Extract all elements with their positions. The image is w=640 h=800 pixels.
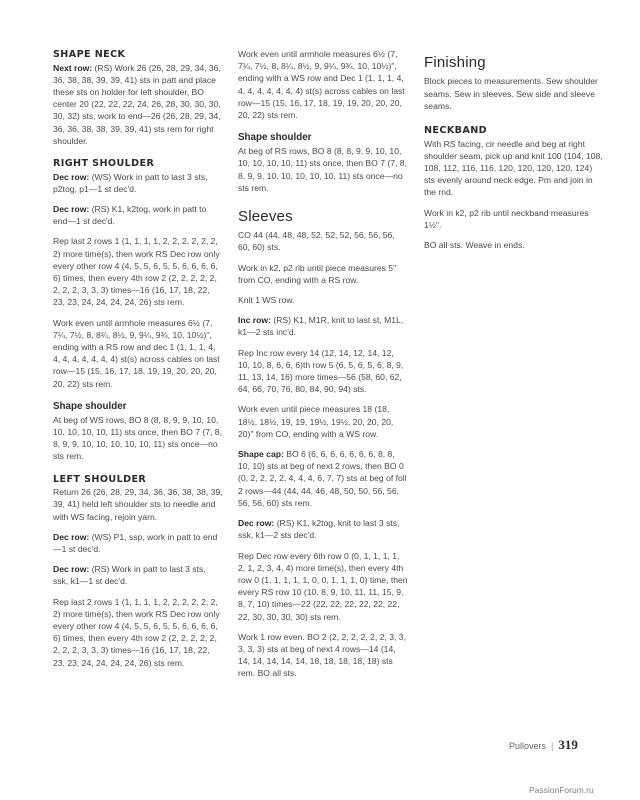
dec-row-text: (RS) K1, k2tog, work in patt to end—1 st dec'd. [53, 204, 207, 227]
column-1 [53, 48, 223, 669]
left-return-paragraph: Return 26 (26, 28, 29, 34, 36, 36, 38, 38, 39, 39, 41) held left shoulder sts to needle and with WS facing, rejoin yarn. [53, 487, 223, 522]
footer-section-name: Pullovers [509, 741, 547, 751]
shape-shoulder-paragraph: At beg of WS rows, BO 8 (8, 8, 9, 9, 10, 10, 10, 10, 10, 10, 11) sts once, then BO 7 (7, 8, 8, 9, 9, 10, 10, 10, 10, 10, 11) sts once—no sts rem. [53, 414, 222, 462]
dec-row-text: (RS) Work in patt to last 3 sts, ssk, k1—1 st dec'd. [53, 564, 206, 587]
co-paragraph: CO 44 (44, 48, 48, 52, 52, 52, 56, 56, 56, 60, 60) sts. [238, 230, 395, 253]
right-dec-rs-paragraph [53, 203, 223, 227]
right-dec-ws-paragraph [53, 171, 223, 195]
left-dec-rs-paragraph [53, 563, 223, 587]
neckband-paragraph-2: Work in k2, p2 rib until neckband measures 1½". [424, 207, 589, 230]
shape-shoulder-paragraph: At beg of RS rows, BO 8 (8, 8, 9, 9, 10, 10, 10, 10, 10, 10, 11) sts once, then BO 7 (7, 8, 8, 9, 9, 10, 10, 10, 10, 10, 11) sts once—no sts rem. [238, 146, 407, 193]
knit-paragraph: Knit 1 WS row. [238, 295, 295, 306]
left-dec-ws-paragraph [53, 531, 223, 555]
neckband-paragraph-1: With RS facing, cir needle and beg at right shoulder seam, pick up and knit 100 (104, 108, 108, 112, 116, 116, 120, 120, 120, 120, 124) sts evenly around neck edge. Pm and join in the rnd. [424, 138, 603, 198]
sleeve-dec-paragraph [238, 517, 408, 541]
dec-row-label: Dec row: [53, 564, 90, 575]
heading-sleeves: Sleeves [238, 207, 293, 225]
dec-row-text: (WS) P1, ssp, work in patt to end—1 st dec'd. [53, 531, 218, 555]
dec-row-label: Dec row: [53, 171, 90, 182]
dec-row-text: (WS) Work in patt to last 3 sts, p2tog, p1—1 st dec'd. [53, 171, 208, 194]
heading-shape-shoulder: Shape shoulder [238, 132, 312, 144]
heading-shape-neck: SHAPE NECK [53, 49, 126, 60]
work-even-paragraph: Work even until armhole measures 6½ (7, 7¼, 7½, 8, 8¼, 8½, 9, 9¼, 9¾, 10, 10½)", ending with a WS row and Dec 1 (1, 1, 1, 4, 4, 4, 4, 4, 4, 4, 4) st(s) across cables on last row—15 (15, 16, 17, 18, 19, 19, 20, 20, 20, 20, 22) sts rem. [238, 49, 405, 121]
dec-row-label: Dec row: [53, 204, 90, 215]
shape-cap-text: BO 6 (6, 6, 6, 6, 6, 6, 6, 8, 8, 10, 10) sts at beg of next 2 rows, then BO 0 (0, 2, 2, 2, 2, 4, 4, 4, 6, 7, 7) sts at beg of foll 2 rows—44 (44, 44, 46, 48, 50, 50, 56, 56, 56, 56, 60) sts rem. [238, 449, 407, 508]
shape-cap-label: Shape cap: [238, 449, 284, 460]
heading-right-shoulder: RIGHT SHOULDER [53, 158, 155, 170]
work-final-paragraph: Work 1 row even. BO 2 (2, 2, 2, 2, 2, 2, 3, 3, 3, 3, 3) sts at beg of next 4 rows—14 (14, 14, 14, 14, 14, 14, 18, 18, 18, 18, 18) sts rem. BO all sts. [238, 631, 406, 679]
rib-paragraph: Work in k2, p2 rib until piece measures 5" from CO, ending with a RS row. [238, 262, 397, 285]
heading-shape-shoulder: Shape shoulder [53, 400, 127, 412]
sleeve-work-even-paragraph: Work even until piece measures 18 (18, 18½, 18½, 19, 19, 19½, 19½, 20, 20, 20, 20)" from CO, ending with a WS row. [238, 404, 394, 439]
finishing-paragraph: Block pieces to measurements. Sew shoulder seams. Sew in sleeves. Sew side and sleeve seams. [424, 76, 598, 111]
page-number: 319 [558, 737, 578, 752]
heading-left-shoulder: LEFT SHOULDER [53, 473, 147, 485]
heading-neckband: NECKBAND [424, 124, 487, 136]
right-repeat-paragraph: Rep last 2 rows 1 (1, 1, 1, 1, 2, 2, 2, 2, 2, 2, 2) more time(s), then work RS Dec row only every other row 4 (4, 5, 5, 6, 5, 5, 6, 6, 6, 6, 6) times, then every 4th row 2 (2, 2, 2, 2, 2, 2, 2, 2, 3, 3, 3) times—16 (16, 17, 18, 22, 23, 23, 24, 24, 24, 24, 26) sts rem. [53, 236, 220, 308]
heading-finishing: Finishing [424, 54, 486, 71]
inc-row-paragraph [238, 314, 408, 338]
right-work-even-paragraph: Work even until armhole measures 6½ (7, 7¼, 7½, 8, 8¼, 8½, 9, 9¼, 9¾, 10, 10½)", ending with a RS row and dec 1 (1, 1, 1, 4, 4, 4, 4, 4, 4, 4, 4) st(s) across cables on last row—15 (15, 16, 17, 18, 19, 19, 20, 20, 20, 20, 22) sts rem. [53, 317, 220, 389]
dec-row-label: Dec row: [53, 531, 90, 542]
next-row-label: Next row: [53, 62, 93, 73]
footer-separator: | [551, 741, 554, 751]
rep-inc-paragraph: Rep Inc row every 14 (12, 14, 12, 14, 12, 10, 10, 8, 6, 6, 6)th row 5 (6, 5, 6, 5, 6, 8, 9, 11, 13, 14, 16) more times—56 (58, 60, 62, 64, 66, 70, 76, 80, 84, 90, 94) sts. [238, 347, 404, 395]
next-row-paragraph [53, 62, 223, 147]
dec-row-text: (RS) K1, k2tog, knit to last 3 sts, ssk, k1—2 sts dec'd. [238, 518, 400, 541]
rep-dec-paragraph: Rep Dec row every 6th row 0 (0, 1, 1, 1, 1, 2, 1, 2, 3, 4, 4) more time(s), then every 4th row 0 (1, 1, 1, 1, 1, 0, 0, 1, 1, 1, 0) time, then every RS row 10 (10, 8, 9, 10, 11, 11, 15, 9, 8, 7, 10) times—22 (22, 22, 22, 22, 22, 22, 22, 30, 30, 30, 30) sts rem. [238, 550, 408, 622]
shape-cap-paragraph [238, 448, 408, 509]
dec-row-label: Dec row: [238, 518, 275, 529]
column-2 [238, 48, 408, 680]
page-footer [509, 737, 578, 753]
next-row-text: (RS) Work 26 (26, 28, 29, 34, 36, 36, 38, 38, 39, 39, 41) sts in patt and place these sts on holder for left shoulder, BO center 20 (22, 22, 22, 24, 26, 28, 30, 30, 30, 30, 32) sts, work to end—26 (26, 28, 29, 34, 36, 36, 38, 38, 39, 39, 41) sts rem for right shoulder. [53, 62, 221, 146]
left-repeat-paragraph: Rep last 2 rows 1 (1, 1, 1, 1, 2, 2, 2, 2, 2, 2, 2) more time(s), then work RS Dec row only every other row 4 (4, 5, 5, 6, 5, 5, 6, 6, 6, 6, 6) times, then every 4th row 2 (2, 2, 2, 2, 2, 2, 2, 2, 3, 3, 3) times—16 (16, 17, 18, 22, 23, 23, 24, 24, 24, 24, 26) sts rem. [53, 596, 220, 668]
watermark-text: PassionForum.ru [529, 785, 594, 795]
neckband-paragraph-3: BO all sts. Weave in ends. [424, 239, 525, 250]
column-3 [424, 48, 604, 251]
inc-row-label: Inc row: [238, 315, 271, 326]
inc-row-text: (RS) K1, M1R, knit to last st, M1L, k1—2 sts inc'd. [238, 315, 404, 338]
